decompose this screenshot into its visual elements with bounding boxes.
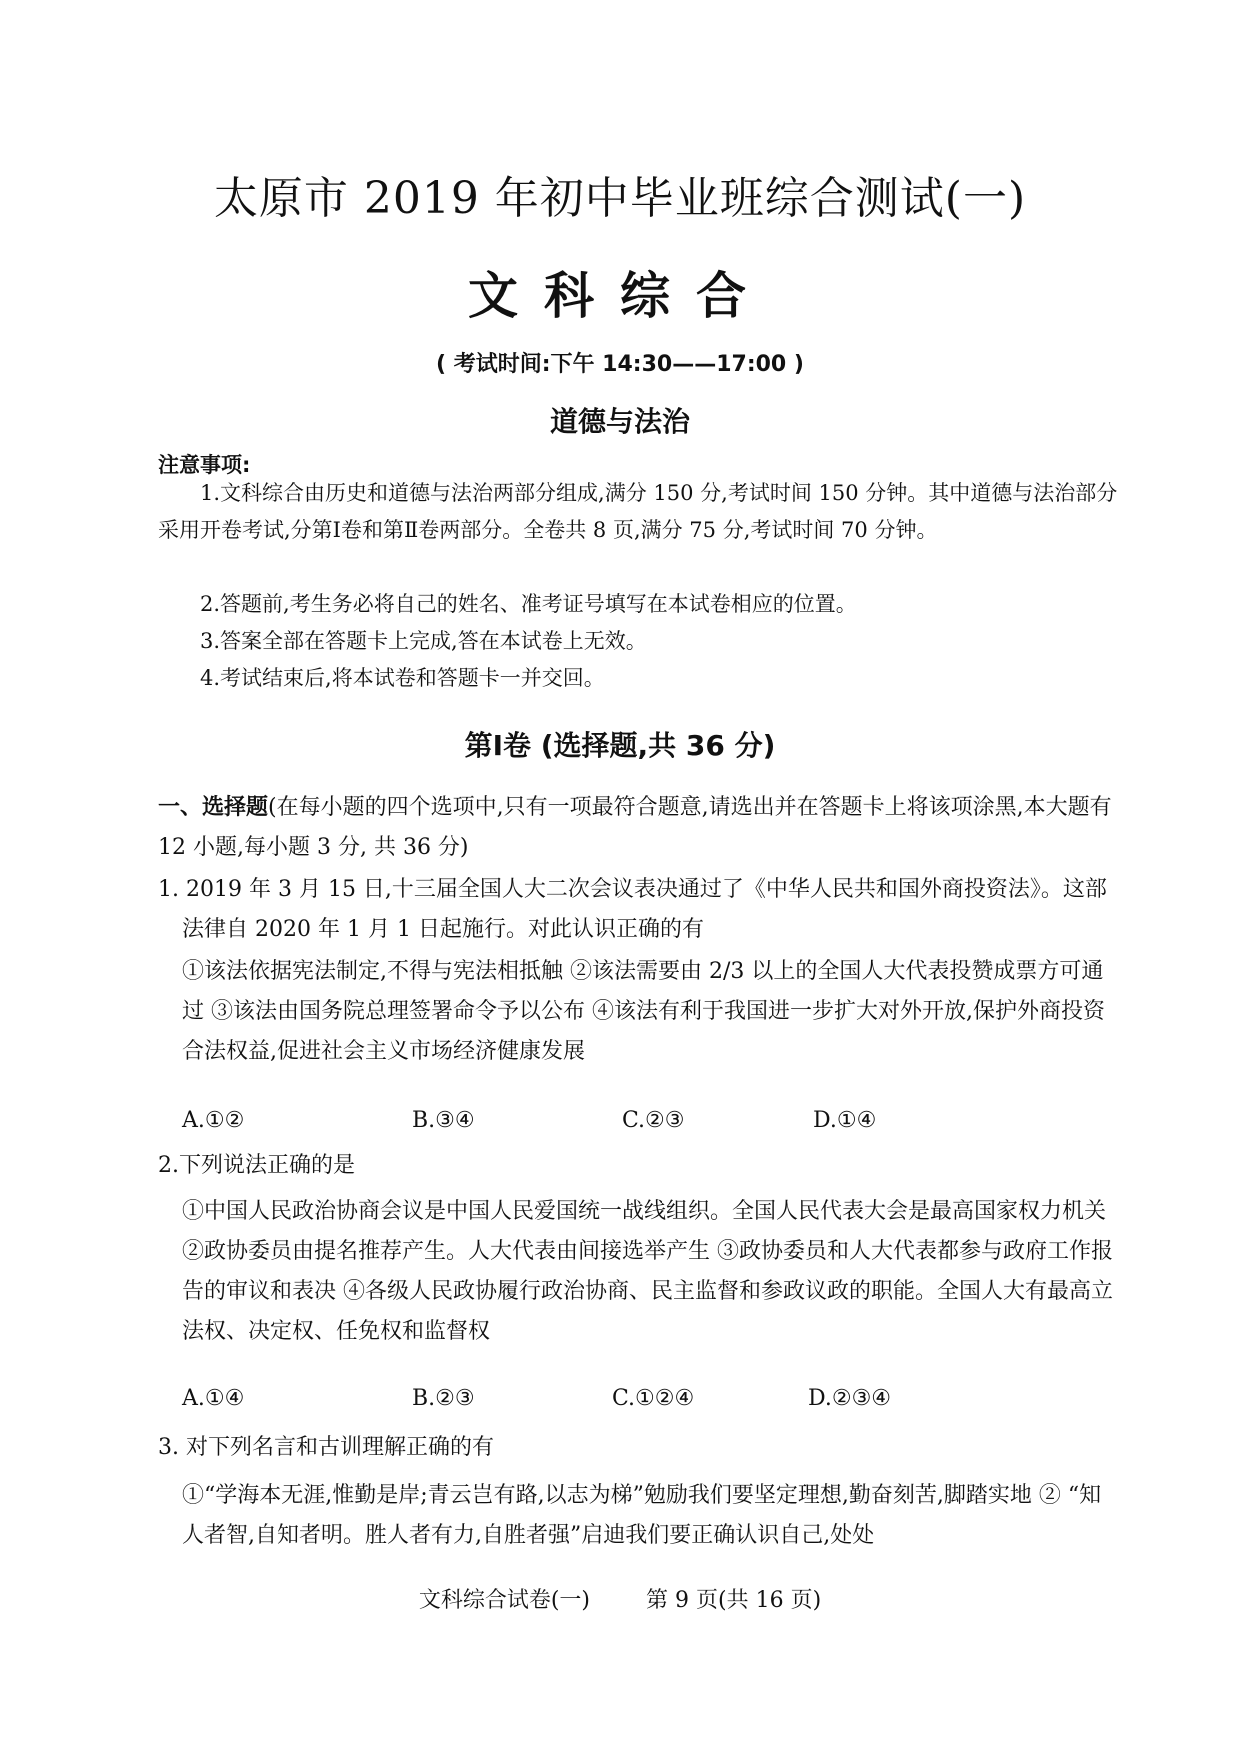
page-footer (0, 1583, 1240, 1614)
question-1-stem: 1. 2019 年 3 月 15 日,十三届全国人大二次会议表决通过了《中华人民共和国外商投资法》。这部法律自 2020 年 1 月 1 日起施行。对此认识正确的有 (158, 877, 1107, 942)
question-2-stem: 2.下列说法正确的是 (158, 1153, 355, 1178)
footer-page-number: 第 9 页(共 16 页) (646, 1588, 822, 1613)
part-label: 一、选择题 (158, 795, 269, 820)
question-2-option-c[interactable]: C.①②④ (612, 1386, 695, 1411)
subject-title: 文科综合 (468, 267, 772, 325)
question-3-stem: 3. 对下列名言和古训理解正确的有 (158, 1435, 494, 1460)
note-item-2: 2.答题前,考生务必将自己的姓名、准考证号填写在本试卷相应的位置。 (200, 592, 857, 616)
exam-title: 太原市 2019 年初中毕业班综合测试(一) (213, 173, 1027, 224)
volume-title: 第Ⅰ卷 (选择题,共 36 分) (464, 729, 776, 762)
notes-heading: 注意事项: (158, 453, 251, 477)
question-1-option-a[interactable]: A.①② (182, 1108, 245, 1133)
note-item-3: 3.答案全部在答题卡上完成,答在本试卷上无效。 (200, 629, 647, 653)
exam-time: ( 考试时间:下午 14:30——17:00 ) (436, 352, 804, 377)
part-instruction (158, 788, 1118, 868)
question-1-option-b[interactable]: B.③④ (412, 1108, 475, 1133)
question-2-option-a[interactable]: A.①④ (182, 1386, 245, 1411)
question-2-option-d[interactable]: D.②③④ (808, 1386, 892, 1411)
question-1-option-d[interactable]: D.①④ (813, 1108, 877, 1133)
question-2-option-b[interactable]: B.②③ (412, 1386, 475, 1411)
note-item-4: 4.考试结束后,将本试卷和答题卡一并交回。 (200, 666, 605, 690)
footer-paper-name: 文科综合试卷(一) (418, 1588, 591, 1613)
section-title: 道德与法治 (549, 405, 690, 438)
question-3-statements: ①“学海本无涯,惟勤是岸;青云岂有路,以志为梯”勉励我们要坚定理想,勤奋刻苦,脚踏实地 ② “知人者智,自知者明。胜人者有力,自胜者强”启迪我们要正确认识自己,处处 (182, 1483, 1102, 1548)
question-2-statements: ①中国人民政治协商会议是中国人民爱国统一战线组织。全国人民代表大会是最高国家权力机关 ②政协委员由提名推荐产生。人大代表由间接选举产生 ③政协委员和人大代表都参与政府工作报告的审议和表决 ④各级人民政协履行政治协商、民主监督和参政议政的职能。全国人大有最高立法权、决定权、任免权和监督权 (182, 1199, 1113, 1344)
question-1-option-c[interactable]: C.②③ (622, 1108, 685, 1133)
part-instruction-text: (在每小题的四个选项中,只有一项最符合题意,请选出并在答题卡上将该项涂黑,本大题有 12 小题,每小题 3 分, 共 36 分) (158, 795, 1112, 860)
question-1-statements: ①该法依据宪法制定,不得与宪法相抵触 ②该法需要由 2/3 以上的全国人大代表投赞成票方可通过 ③该法由国务院总理签署命令予以公布 ④该法有利于我国进一步扩大对外开放,保护外商投资合法权益,促进社会主义市场经济健康发展 (182, 959, 1105, 1064)
note-item-1: 1.文科综合由历史和道德与法治两部分组成,满分 150 分,考试时间 150 分钟。其中道德与法治部分采用开卷考试,分第Ⅰ卷和第Ⅱ卷两部分。全卷共 8 页,满分 75 分,考试时间 70 分钟。 (158, 481, 1118, 542)
